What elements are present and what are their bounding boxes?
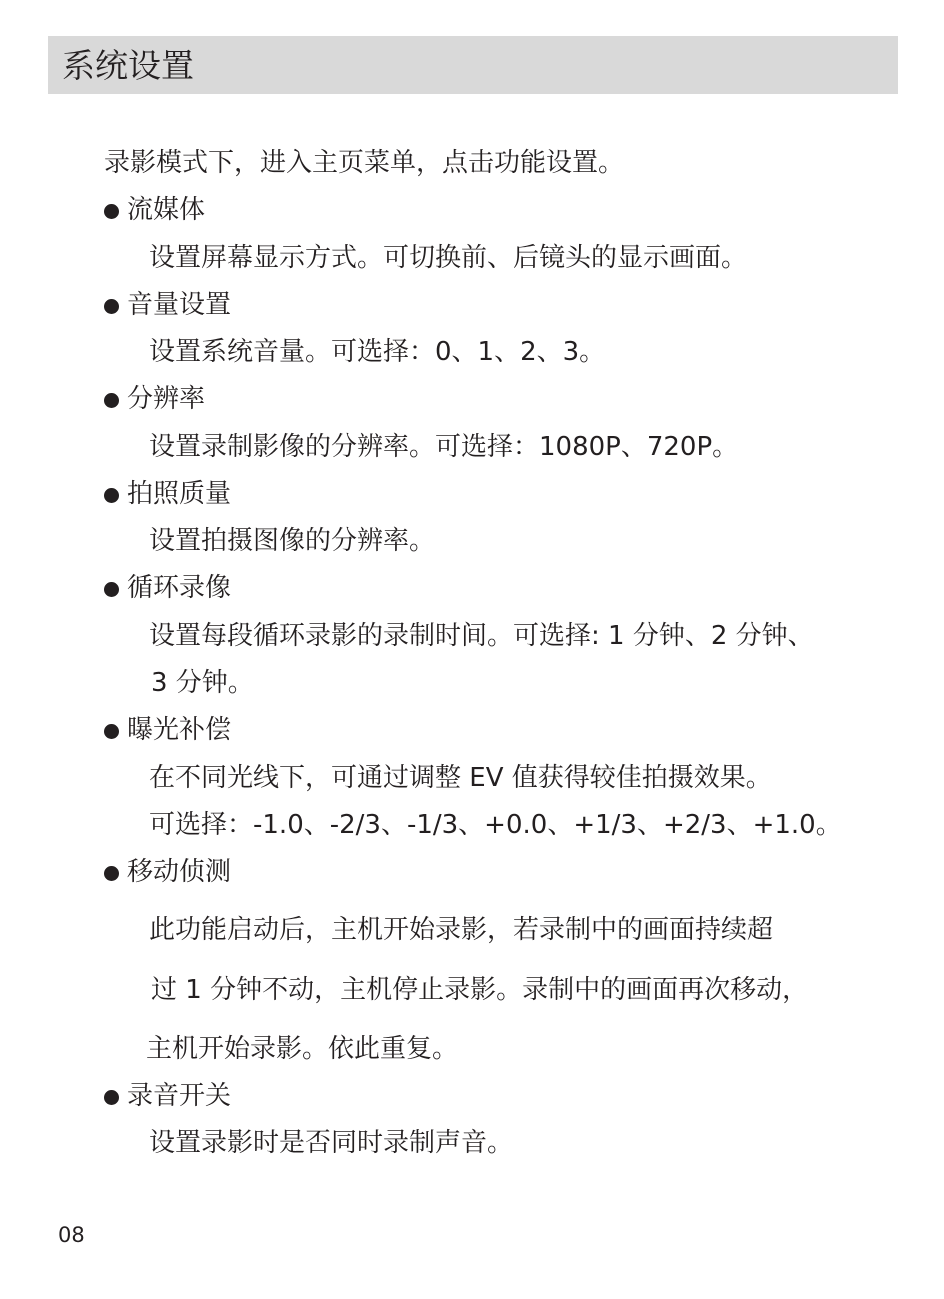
bullet-label: 分辨率	[127, 384, 206, 414]
bullet-motion-detection	[104, 855, 231, 889]
bullet-dot-icon	[104, 1090, 119, 1105]
item-description: 设置屏幕显示方式。可切换前、后镜头的显示画面。	[149, 243, 748, 273]
intro-text: 录影模式下，进入主页菜单，点击功能设置。	[104, 148, 625, 178]
bullet-dot-icon	[104, 393, 119, 408]
bullet-streaming	[104, 193, 205, 227]
item-description: 设置系统音量。可选择：0、1、2、3。	[149, 337, 606, 367]
bullet-label: 移动侦测	[127, 857, 232, 887]
bullet-dot-icon	[104, 724, 119, 739]
item-description: 主机开始录影。依此重复。	[146, 1034, 459, 1064]
bullet-photo-quality	[104, 477, 231, 511]
bullet-dot-icon	[104, 866, 119, 881]
item-description: 过 1 分钟不动，主机停止录影。录制中的画面再次移动，	[151, 975, 809, 1005]
item-description: 3 分钟。	[151, 668, 254, 698]
item-description: 此功能启动后，主机开始录影，若录制中的画面持续超	[149, 915, 774, 945]
section-header	[48, 36, 898, 94]
bullet-label: 循环录像	[127, 573, 232, 603]
item-description: 设置录影时是否同时录制声音。	[149, 1128, 514, 1158]
section-title: 系统设置	[62, 46, 194, 85]
item-description: 设置拍摄图像的分辨率。	[149, 526, 436, 556]
bullet-dot-icon	[104, 299, 119, 314]
bullet-dot-icon	[104, 582, 119, 597]
bullet-dot-icon	[104, 204, 119, 219]
bullet-label: 音量设置	[127, 290, 232, 320]
item-description: 设置每段循环录影的录制时间。可选择: 1 分钟、2 分钟、	[149, 621, 814, 651]
bullet-label: 曝光补偿	[127, 715, 232, 745]
bullet-dot-icon	[104, 488, 119, 503]
bullet-label: 拍照质量	[127, 479, 232, 509]
item-description: 在不同光线下，可通过调整 EV 值获得较佳拍摄效果。	[149, 763, 772, 793]
item-description: 可选择：-1.0、-2/3、-1/3、+0.0、+1/3、+2/3、+1.0。	[149, 810, 842, 840]
item-description: 设置录制影像的分辨率。可选择：1080P、720P。	[149, 432, 739, 462]
page-number: 08	[58, 1223, 85, 1247]
bullet-resolution	[104, 382, 205, 416]
bullet-audio-recording	[104, 1079, 231, 1113]
bullet-label: 流媒体	[127, 195, 206, 225]
bullet-loop-recording	[104, 571, 231, 605]
bullet-label: 录音开关	[127, 1081, 232, 1111]
bullet-volume	[104, 288, 231, 322]
bullet-exposure	[104, 713, 231, 747]
